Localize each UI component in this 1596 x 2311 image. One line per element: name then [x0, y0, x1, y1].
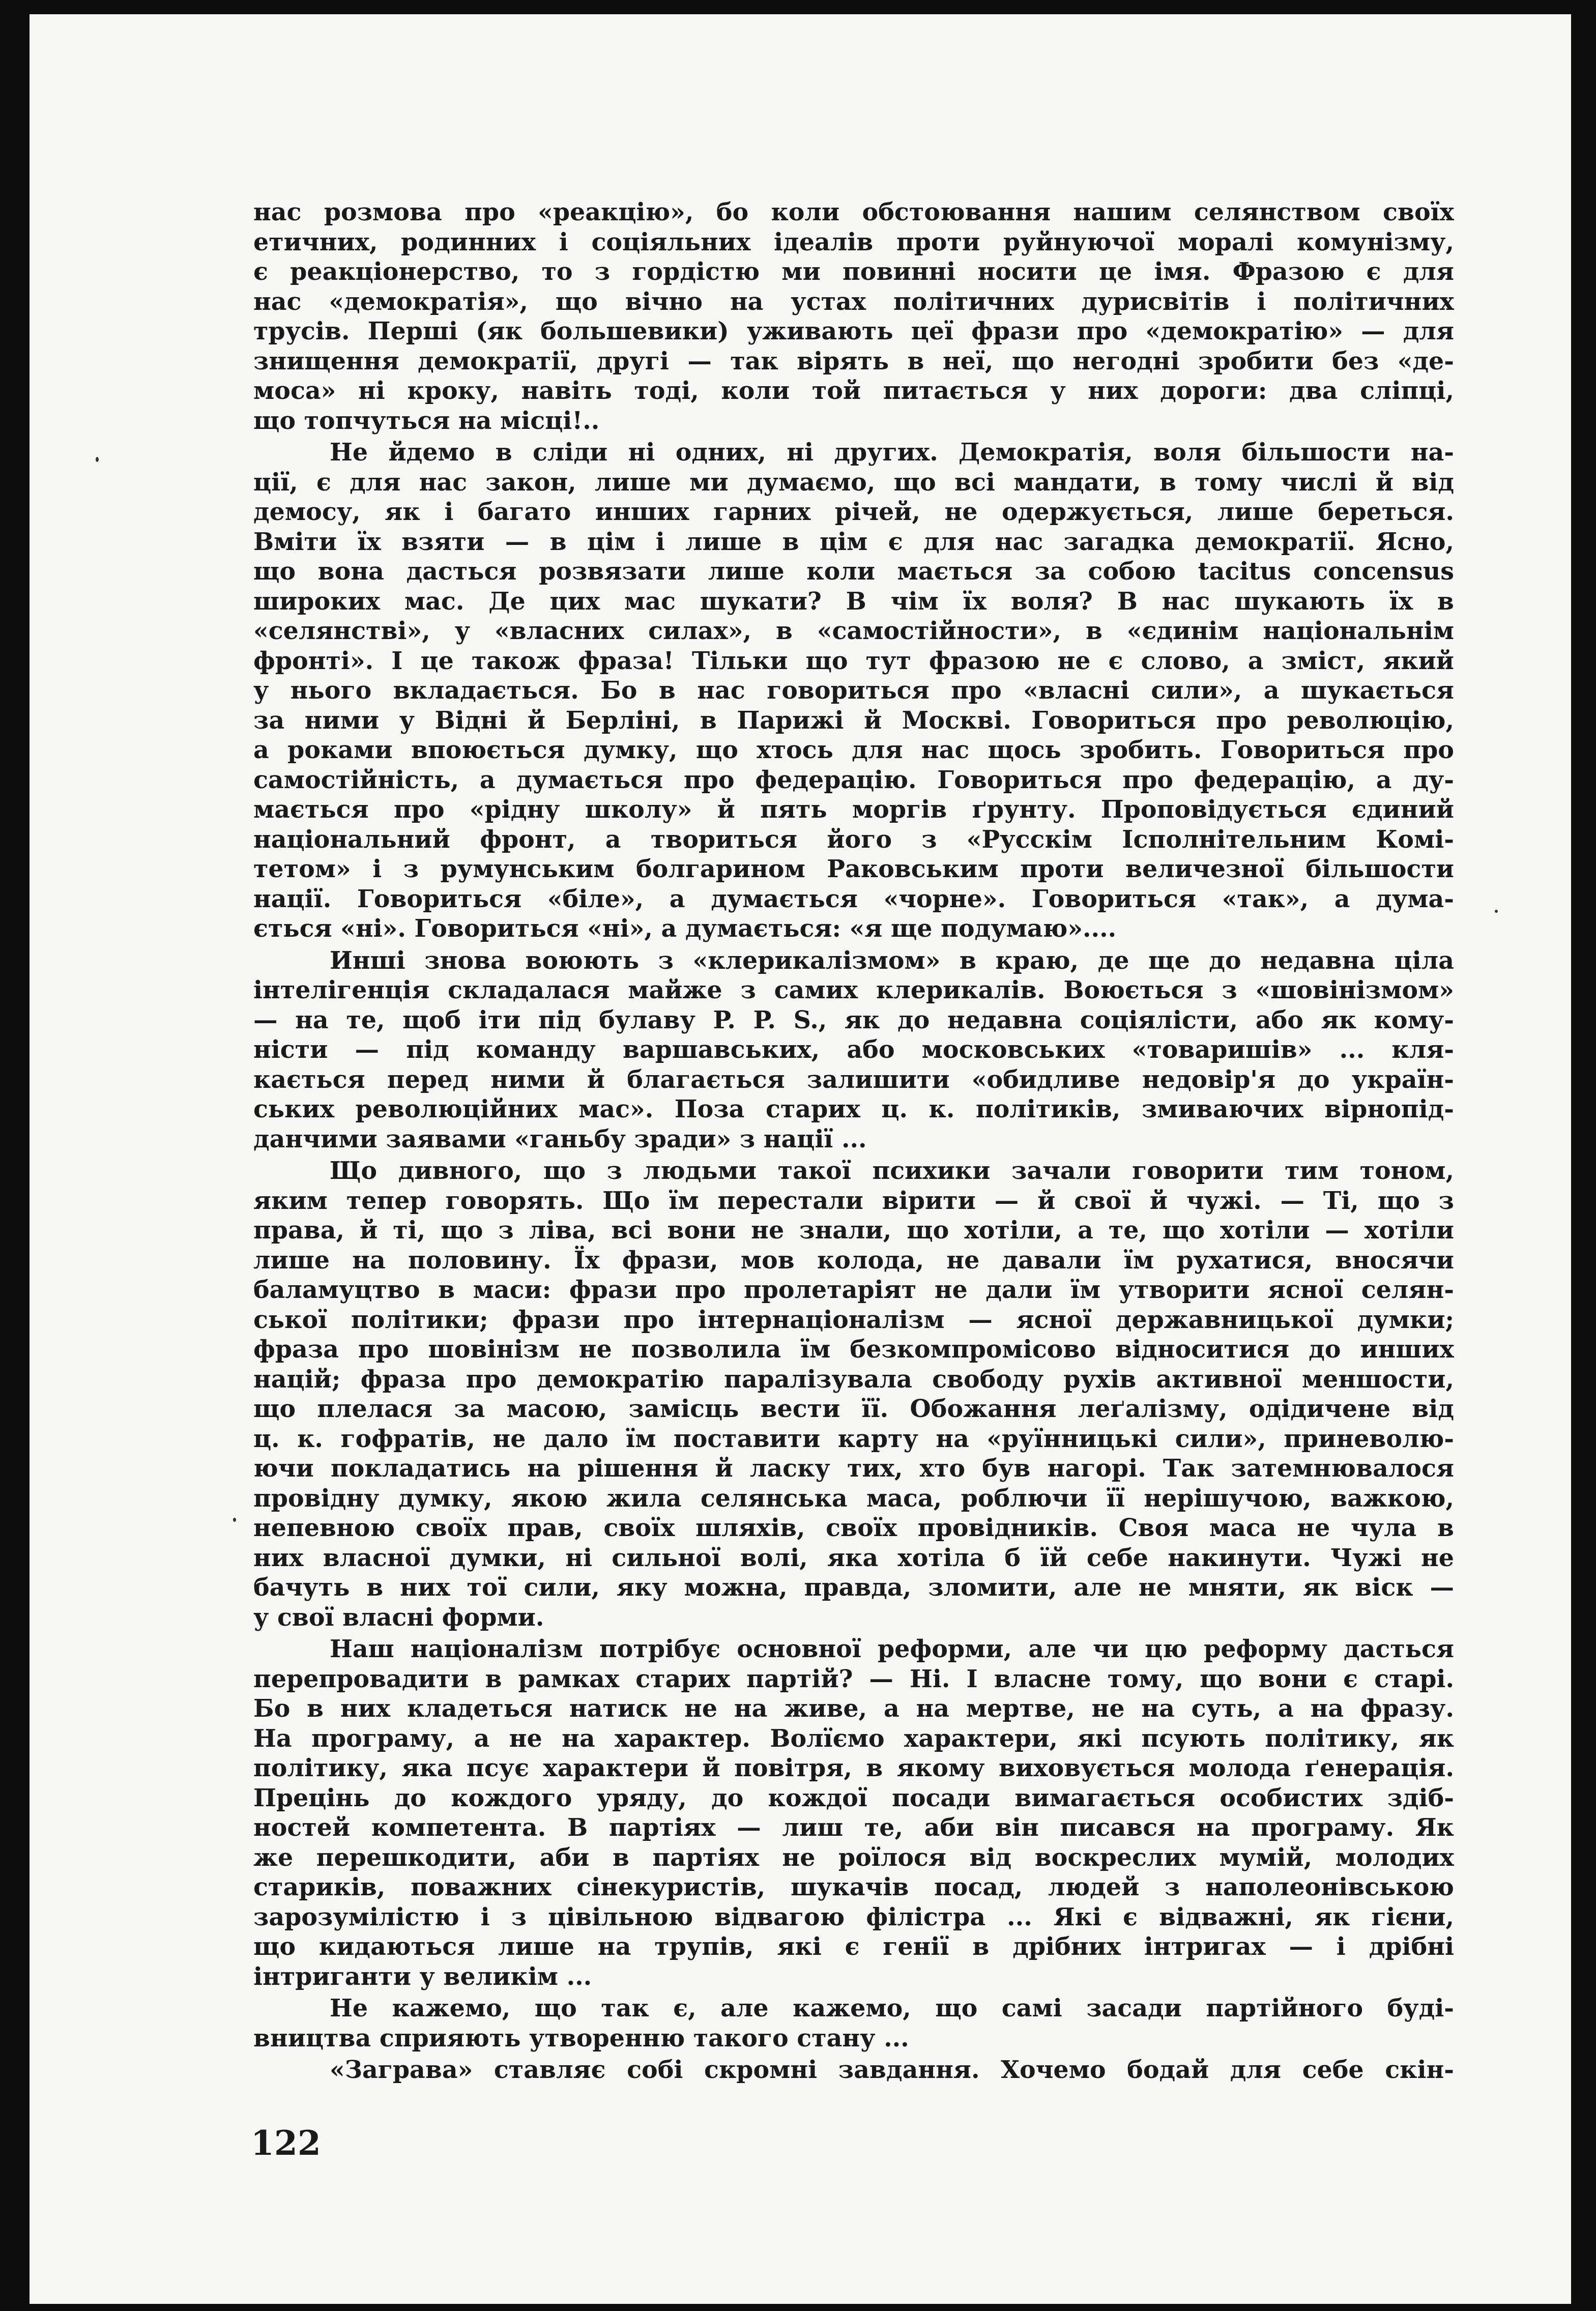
text-line: вництва сприяють утворенню такого стану ...: [253, 2024, 909, 2053]
text-line: же перешкодити, аби в партіях не роїлося від воскреслих мумій, молодих: [253, 1843, 1454, 1872]
text-line: них власної думки, ні сильної волі, яка хотіла б їй себе накинути. Чужі не: [253, 1543, 1454, 1572]
text-line: у свої власні форми.: [253, 1603, 544, 1632]
ink-speck: [1495, 910, 1498, 913]
text-line: — на те, щоб іти під булаву P. P. S., як до недавна соціялісти, або як кому-: [253, 1005, 1454, 1034]
text-line: етичних, родинних і соціяльних ідеалів проти руйнуючої моралі комунізму,: [253, 227, 1454, 256]
text-line: мається про «рідну школу» й пять моргів ґрунту. Проповідується єдиний: [253, 795, 1454, 824]
text-line: нації. Говориться «біле», а думається «чорне». Говориться «так», а дума-: [253, 884, 1454, 913]
text-line: ц. к. гофратів, не дало їм поставити карту на «руїнницькі сили», приневолю-: [253, 1424, 1454, 1453]
text-line: зарозумілістю і з цівільною відвагою філістра ... Які є відважні, як гієни,: [253, 1902, 1454, 1931]
text-line: На програму, а не на характер. Волїємо характери, які псують політику, як: [253, 1724, 1454, 1753]
text-line: права, й ті, що з ліва, всі вони не знали, що хотіли, а те, що хотіли — хотіли: [253, 1216, 1454, 1245]
text-line: «селянстві», у «власних силах», в «самостійности», в «єдинім національнім: [253, 617, 1454, 645]
text-line: нас розмова про «реакцію», бо коли обстоювання нашим селянством своїх: [253, 198, 1454, 226]
text-line: що вона дасться розвязати лише коли мається за собою tacitus concensus: [253, 557, 1454, 586]
text-line: самостійність, а думається про федерацію. Говориться про федерацію, а ду-: [253, 765, 1454, 794]
text-line: що кидаються лише на трупів, які є генії в дрібних інтригах — і дрібні: [253, 1932, 1454, 1961]
text-line: «Заграва» ставляє собі скромні завдання. Хочемо бодай для себе скін-: [330, 2056, 1454, 2084]
text-line: демосу, як і багато инших гарних річей, не одержується, лише береться.: [253, 498, 1454, 526]
page-number: 122: [251, 2123, 321, 2163]
text-line: Прецінь до кождого уряду, до кождої посади вимагається особистих здіб-: [253, 1783, 1454, 1812]
text-line: моса» ні кроку, навіть тоді, коли той питається у них дороги: два сліпці,: [253, 377, 1454, 405]
text-line: ської політики; фрази про інтернаціоналізм — ясної державницької думки;: [253, 1305, 1454, 1334]
ink-speck: [233, 1518, 236, 1522]
text-line: перепровадити в рамках старих партій? — Ні. І власне тому, що вони є старі.: [253, 1664, 1454, 1693]
text-line: Инші знова воюють з «клерикалізмом» в краю, де ще до недавна ціла: [330, 946, 1454, 975]
text-line: ських революційних мас». Поза старих ц. к. політиків, змиваючих вірнопід-: [253, 1095, 1454, 1123]
text-line: тетом» і з румунським болгарином Раковським проти величезної більшости: [253, 855, 1454, 883]
text-line: данчими заявами «ганьбу зради» з нації ...: [253, 1124, 867, 1153]
text-line: Не кажемо, що так є, але кажемо, що самі засади партійного буді-: [330, 1994, 1454, 2023]
text-line: Не йдемо в сліди ні одних, ні других. Демократія, воля більшости на-: [330, 438, 1454, 467]
text-line: за ними у Відні й Берліні, в Парижі й Москві. Говориться про революцію,: [253, 706, 1454, 735]
text-line: ністи — під команду варшавських, або московських «товаришів» ... кля-: [253, 1035, 1454, 1064]
ink-speck: [96, 457, 99, 462]
text-line: ється «ні». Говориться «ні», а думається: «я ще подумаю»....: [253, 914, 1117, 943]
text-line: що плелася за масою, замісць вести її. Обожання леґалізму, одідичене від: [253, 1395, 1454, 1423]
text-line: стариків, поважних сінекуристів, шукачів посад, людей з наполеонівською: [253, 1873, 1454, 1901]
text-line: знищення демократії, другі — так вірять в неї, що негодні зробити без «де-: [253, 346, 1454, 375]
text-line: у нього вкладається. Бо в нас говориться про «власні сили», а шукається: [253, 676, 1454, 705]
document-page: [30, 14, 1571, 2304]
text-line: нас «демократія», що вічно на устах політичних дурисвітів і політичних: [253, 287, 1454, 316]
text-line: політику, яка псує характери й повітря, в якому виховується молода ґенерація.: [253, 1754, 1454, 1782]
text-line: національний фронт, а твориться його з «Русскім Ісполнітельним Комі-: [253, 825, 1454, 854]
text-line: фронті». І це також фраза! Тільки що тут фразою не є слово, а зміст, який: [253, 646, 1454, 675]
text-line: є реакціонерство, то з гордістю ми повинні носити це імя. Фразою є для: [253, 257, 1454, 286]
text-line: кається перед ними й благається залишити «обидливе недовір'я до україн-: [253, 1065, 1454, 1094]
text-line: ностей компетента. В партіях — лиш те, аби він писався на програму. Як: [253, 1813, 1454, 1842]
text-line: Наш націоналізм потрібує основної реформи, але чи цю реформу дасться: [330, 1635, 1454, 1663]
text-line: фраза про шовінізм не позволила їм безкомпромісово відноситися до инших: [253, 1335, 1454, 1364]
text-line: широких мас. Де цих мас шукати? В чім їх воля? В нас шукають їх в: [253, 587, 1454, 616]
text-line: Що дивного, що з людьми такої психики зачали говорити тим тоном,: [330, 1157, 1454, 1185]
text-line: що топчуться на місці!..: [253, 406, 600, 435]
text-line: непевною своїх прав, своїх шляхів, своїх провідників. Своя маса не чула в: [253, 1514, 1454, 1542]
text-line: трусів. Перші (як большевики) уживають цеї фрази про «демократію» — для: [253, 317, 1454, 345]
text-line: яким тепер говорять. Що їм перестали вірити — й свої й чужі. — Ті, що з: [253, 1186, 1454, 1215]
body-text: [253, 197, 1454, 2085]
text-line: Бо в них кладеться натиск не на живе, а на мертве, не на суть, а на фразу.: [253, 1694, 1454, 1723]
text-line: провідну думку, якою жила селянська маса, роблючи її нерішучою, важкою,: [253, 1484, 1454, 1513]
text-line: Вміти їх взяти — в цім і лише в цім є для нас загадка демократії. Ясно,: [253, 527, 1454, 556]
text-line: інтриганти у великім ...: [253, 1962, 592, 1991]
text-line: бачуть в них тої сили, яку можна, правда, зломити, але не мняти, як віск —: [253, 1573, 1454, 1602]
text-line: а роками впоюється думку, що хтось для нас щось зробить. Говориться про: [253, 736, 1454, 764]
text-line: ції, є для нас закон, лише ми думаємо, що всі мандати, в тому числі й від: [253, 468, 1454, 497]
text-line: лише на половину. Їх фрази, мов колода, не давали їм рухатися, вносячи: [253, 1246, 1454, 1275]
text-line: ючи покладатись на рішення й ласку тих, хто був нагорі. Так затемнювалося: [253, 1454, 1454, 1483]
text-line: націй; фраза про демократію паралізувала свободу рухів активної меншости,: [253, 1365, 1454, 1394]
text-line: інтелігенція складалася майже з самих клерикалів. Воюється з «шовінізмом»: [253, 976, 1454, 1004]
text-line: баламуцтво в маси: фрази про пролетаріят не дали їм утворити ясної селян-: [253, 1276, 1454, 1304]
